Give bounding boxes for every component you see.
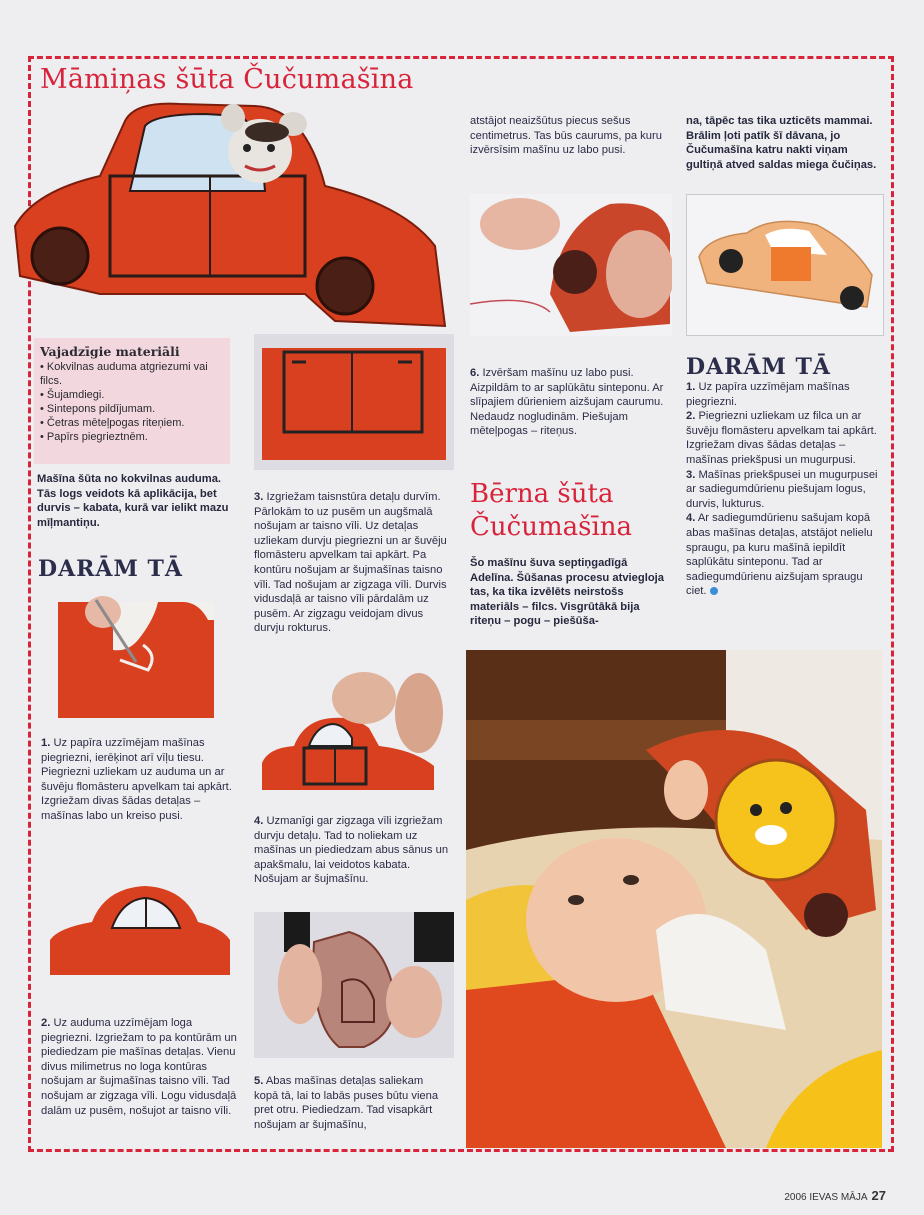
photo-step-1-tracing [58, 590, 214, 718]
heading-daram-ta: DARĀM TĀ [686, 354, 831, 380]
page-number: 27 [871, 1188, 886, 1203]
materials-item: • Papīrs piegrieztnēm. [40, 431, 148, 443]
step-body: Mašīnas priekšpusei un mugurpusei ar sadiegumdūrienu piešujam logus, durvis, lukturus. [686, 468, 878, 510]
step-text [254, 1074, 450, 1132]
continued-text: atstājot neaizšūtus piecus sešus centimetrus. Tas būs caurums, pa kuru izvērsīsim mašīnu uz labo pusi. [470, 115, 662, 157]
step-text [470, 366, 666, 439]
step-text [41, 1016, 237, 1118]
step-number: 3. [686, 468, 696, 481]
step-number: 1. [686, 381, 696, 393]
photo-felt-car [686, 194, 884, 336]
materials-item: • Kokvilnas auduma atgriezumi vai filcs. [40, 361, 208, 387]
step-text [686, 468, 882, 512]
intro-text: Mašīna šūta no kokvilnas auduma. Tās logs veidots kā aplikācija, bet durvis – kabata, kurā var ielikt mazu mīļmantiņu. [37, 473, 229, 529]
end-bullet-icon [710, 587, 718, 595]
step-body: Uz auduma uzzīmējam loga piegriezni. Izgriežam to pa kontūrām un piediedzam pie mašīnas detaļas. Vienu divus milimetrus no loga kontūras nošujam ar šujmašīnas taisno vīli. Tad nošujam ar zigzaga vīli. Logu vidusdaļā dalām uz pusēm, nošujot ar taisno vīli. [41, 1017, 237, 1117]
step-body: Ar sadiegumdūrienu sašujam kopā abas mašīnas detaļas, atstājot nelielu spraugu, pa kuru mašīnā iepildīt saplūkātu sinteponu. Tad ar sadiegumdūrienu aizšujam spraugu ciet. [686, 512, 873, 598]
child-intro-text: Šo mašīnu šuva septiņgadīgā Adelīna. Šūšanas procesu atviegloja tas, ka tika izvēlēts neirstošs materiāls – filcs. Visgrūtākā bija riteņu – pogu – piešūša- [470, 557, 664, 628]
step-number: 2. [686, 410, 696, 423]
photo-step-6-stuffing [470, 194, 672, 336]
materials-heading: Vajadzīgie materiāli [40, 344, 180, 359]
materials-box [34, 338, 230, 464]
step-number: 4. [254, 815, 264, 827]
step-text [41, 736, 237, 824]
step-number: 3. [254, 491, 264, 503]
page-title: Māmiņas šūta Čučumašīna [40, 64, 414, 95]
step-body: Izgriežam taisnstūra detaļu durvīm. Pārlokām to uz pusēm un augšmalā nošujam ar taisno vīli. Uz detaļas uzliekam durvju piegriezni un ar šuvēju flomāsteru apvelkam tai apkārt. Pa kontūru nošujam ar šujmašīnas taisno vīli. Tad nošujam ar zigzaga vīli. Durvis vidusdaļā ar taisno vīli pārdalām uz pusēm. Ar zigzagu veidojam divus durvju rokturus. [254, 491, 447, 635]
step-text [254, 490, 450, 636]
step-body: Uzmanīgi gar zigzaga vīli izgriežam durvju detaļu. Tad to noliekam uz mašīnas un piediedzam abus sānus un apakšmalu, lai veidotos kabata. Nošujam ar šujmašīnu. [254, 815, 449, 886]
step-text [686, 409, 882, 467]
step-body: Uz papīra uzzīmējam mašīnas piegriezni. [686, 381, 850, 408]
footer-issue: 2006 IEVAS MĀJA [784, 1192, 868, 1203]
step-number: 6. [470, 367, 480, 379]
continued-bold-text: na, tāpēc tas tika uzticēts mammai. Brālim ļoti patīk šī dāvana, jo Čučumašīna katru nakti viņam gultiņā atved saldas miega čučiņas. [686, 115, 877, 171]
step-body: Piegriezni uzliekam uz filca un ar šuvēju flomāsteru apvelkam tai apkārt. Izgriežam divas šādas detaļas – mašīnas priekšpusi un mugurpusi. [686, 410, 877, 466]
step-number: 2. [41, 1017, 51, 1029]
step-number: 1. [41, 737, 51, 749]
step-text [254, 814, 450, 887]
photo-step-2-window [50, 880, 230, 976]
photo-step-5-sewing-sides [254, 912, 454, 1058]
materials-item: • Četras mēteļpogas riteņiem. [40, 417, 185, 429]
step-body: Uz papīra uzzīmējam mašīnas piegriezni, ierēķinot arī vīļu tiesu. Piegriezni uzliekam uz auduma un ar šuvēju flomāsteru apvelkam tai apkārt. Izgriežam divas šādas detaļas – mašīnas labo un kreiso pusi. [41, 737, 232, 822]
photo-red-car-toy [5, 96, 449, 336]
step-text [686, 380, 882, 409]
child-steps [686, 380, 882, 599]
materials-list [40, 360, 224, 444]
photo-step-4-pocket [254, 668, 454, 798]
photo-baby-with-toy [466, 650, 882, 1148]
step-number: 4. [686, 512, 696, 525]
heading-daram-ta: DARĀM TĀ [38, 556, 183, 582]
step-number: 5. [254, 1075, 264, 1087]
step-body: Abas mašīnas detaļas saliekam kopā tā, lai to labās puses būtu viena pret otru. Piediedzam. Tad visapkārt nošujam ar šujmašīnu, [254, 1075, 439, 1131]
step-body: Izvēršam mašīnu uz labo pusi. Aizpildām to ar saplūkātu sinteponu. Ar slīpajiem dūrieniem aizšujam caurumu. Nedaudz nogludinām. Piešujam mēteļpogas – riteņus. [470, 367, 664, 438]
step-text [686, 511, 882, 599]
materials-item: • Šujamdiegi. [40, 389, 105, 401]
page-footer [784, 1188, 886, 1203]
materials-item: • Sintepons pildījumam. [40, 403, 156, 415]
photo-step-3-door [254, 334, 454, 470]
section-title: Bērna šūta Čučumašīna [470, 479, 633, 542]
